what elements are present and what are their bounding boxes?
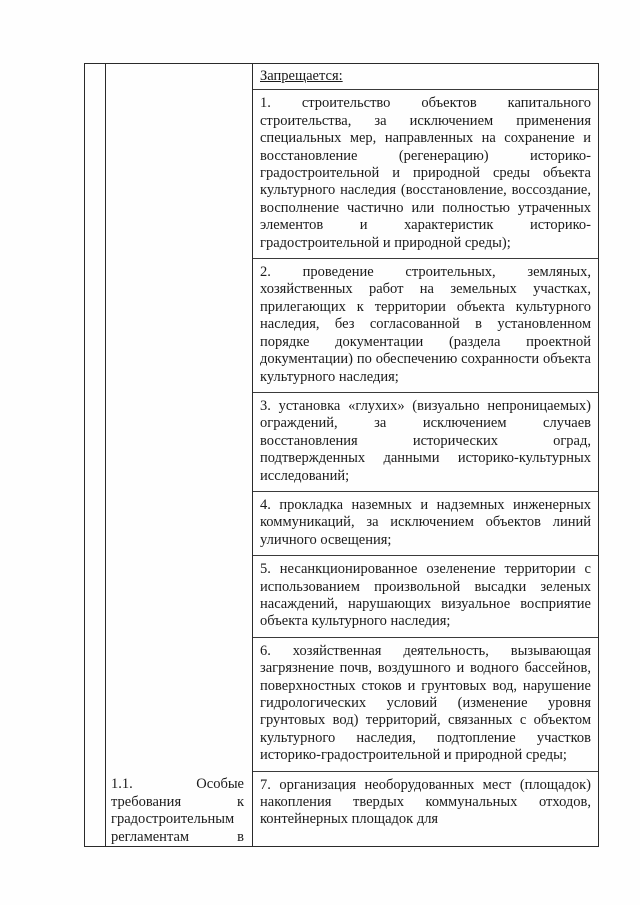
prohibition-text-3: 3. установка «глухих» (визуально непроницаемых) ограждений, за исключением случаев восстановления исторических оград, подтвержденных данными историко-культурных исследований; — [260, 397, 591, 484]
row-number-cell — [85, 64, 106, 847]
prohibition-item-1 — [252, 90, 599, 259]
section-title-line4a: регламентам — [111, 828, 190, 845]
prohibitions-cell — [253, 64, 599, 847]
prohibition-item-5 — [252, 556, 599, 638]
prohibition-item-4 — [252, 492, 599, 556]
prohibition-item-7 — [252, 772, 599, 835]
prohibition-item-3 — [252, 393, 599, 492]
prohibition-text-4: 4. прокладка наземных и надземных инженерных коммуникаций, за исключением объектов линий уличного освещения; — [260, 496, 591, 548]
section-title-word: Особые — [196, 776, 244, 792]
prohibition-item-2 — [252, 259, 599, 393]
section-title-line4b: в — [237, 828, 244, 845]
prohibition-text-5: 5. несанкционированное озеленение территории с использованием произвольной высадки зеленых насаждений, нарушающих визуальное восприятие объекта культурного наследия; — [260, 561, 591, 630]
section-title-line2b: к — [236, 793, 244, 810]
regulations-table — [84, 63, 599, 847]
section-title-line3: градостроительным — [111, 811, 235, 827]
prohibition-text-7: 7. организация необорудованных мест (площадок) накопления твердых коммунальных отходов, контейнерных площадок для — [260, 776, 591, 828]
prohibitions-heading: Запрещается: — [252, 64, 599, 90]
prohibition-text-6: 6. хозяйственная деятельность, вызывающая загрязнение почв, воздушного и водного бассейнов, поверхностных стоков и грунтовых вод, нарушение гидрологических условий (изменение уровня грунтовых вод) территорий, связанных с объектом культурного наследия, подтопление участков историко-градостроительной и природной среды; — [260, 642, 591, 764]
section-title-line2a: требования — [111, 793, 182, 810]
section-title — [111, 776, 244, 846]
prohibition-text-2: 2. проведение строительных, земляных, хозяйственных работ на земельных участках, прилегающих к территории объекта культурного наследия, без согласованной в установленном порядке документации (раздела проектной документации) по обеспечению сохранности объекта культурного наследия; — [260, 264, 591, 385]
prohibition-text-1: 1. строительство объектов капитального строительства, за исключением применения специальных мер, направленных на сохранение и восстановление (регенерацию) историко-градостроительной и природной среды объекта культурного наследия (восстановление, воссоздание, восполнение частично или полностью утраченных элементов и характеристик историко-градостроительной и природной среды); — [260, 95, 591, 251]
section-number: 1.1. — [111, 776, 133, 792]
section-title-cell — [106, 64, 253, 847]
prohibition-item-6 — [252, 638, 599, 772]
